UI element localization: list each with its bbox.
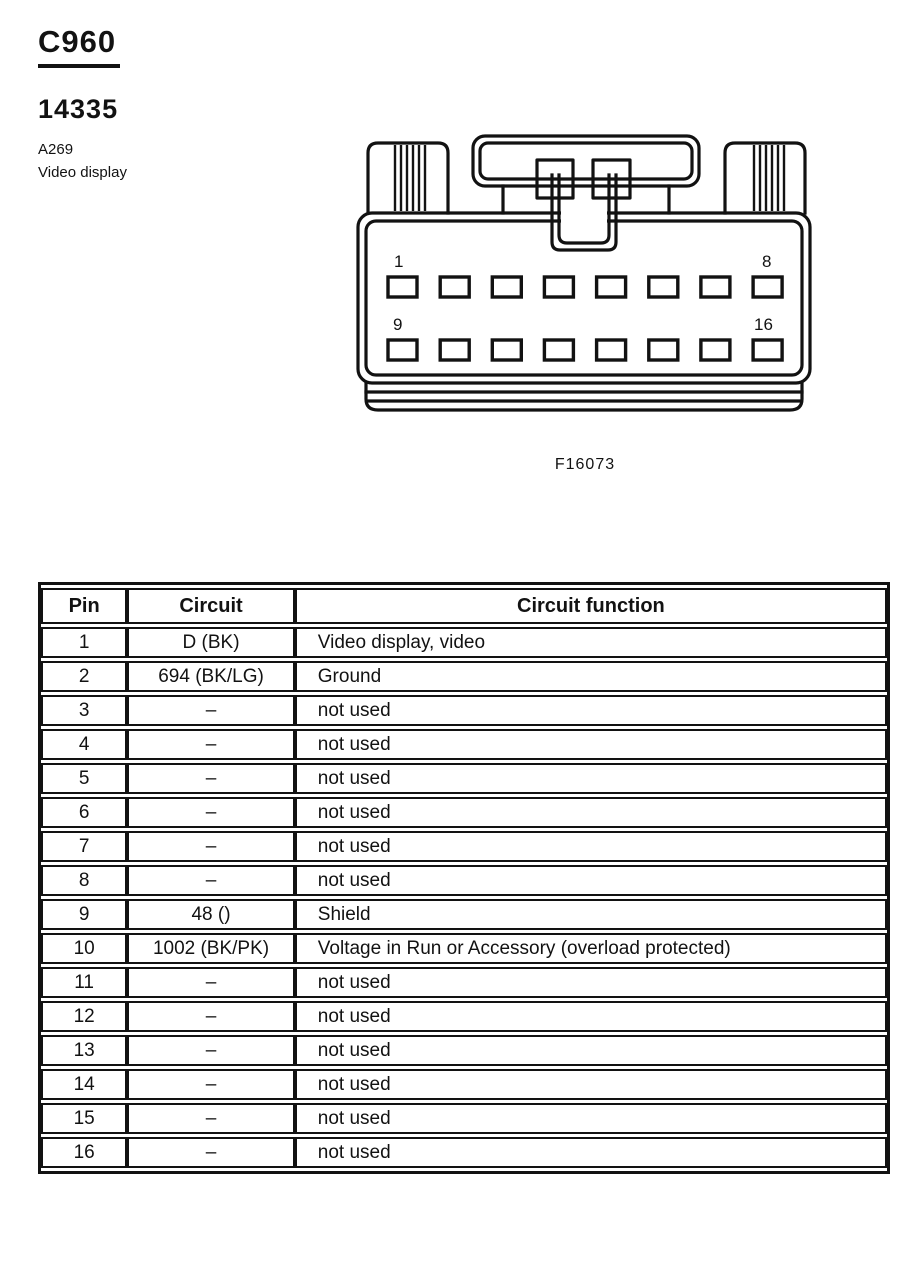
- pinout-table: [41, 585, 887, 1171]
- function-cell: not used: [295, 865, 887, 896]
- function-cell: not used: [295, 729, 887, 760]
- latch-bar-inner: [480, 143, 692, 179]
- table-row: [41, 1069, 887, 1100]
- table-row: [41, 1137, 887, 1168]
- pin-label-8: 8: [762, 252, 772, 271]
- table-row: [41, 763, 887, 794]
- table-row: [41, 831, 887, 862]
- function-cell: not used: [295, 967, 887, 998]
- pin-cell: 14: [41, 1069, 127, 1100]
- pin-cell: 15: [41, 1103, 127, 1134]
- table-row: [41, 933, 887, 964]
- connector-body-outer: [358, 213, 810, 383]
- pin-cavity: [492, 277, 521, 297]
- circuit-cell: –: [127, 967, 295, 998]
- function-cell: Video display, video: [295, 627, 887, 658]
- pin-label-1: 1: [394, 252, 404, 271]
- pin-cell: 9: [41, 899, 127, 930]
- pin-cell: 3: [41, 695, 127, 726]
- function-cell: not used: [295, 797, 887, 828]
- table-row: [41, 967, 887, 998]
- circuit-cell: –: [127, 1069, 295, 1100]
- function-column-header: Circuit function: [295, 588, 887, 624]
- component-block: [38, 138, 127, 184]
- pin-cavity: [492, 340, 521, 360]
- pin-cavity: [753, 340, 782, 360]
- function-cell: Voltage in Run or Accessory (overload protected): [295, 933, 887, 964]
- circuit-cell: 1002 (BK/PK): [127, 933, 295, 964]
- table-row: [41, 1001, 887, 1032]
- component-code: A269: [38, 141, 74, 158]
- connector-diagram: [350, 118, 820, 428]
- pin-cell: 8: [41, 865, 127, 896]
- function-cell: not used: [295, 1001, 887, 1032]
- latch-notch: [561, 208, 607, 224]
- circuit-cell: –: [127, 1035, 295, 1066]
- function-cell: not used: [295, 831, 887, 862]
- pin-cavity: [597, 340, 626, 360]
- pin-cell: 10: [41, 933, 127, 964]
- page-title: C960: [38, 24, 120, 68]
- pin-cavity: [701, 340, 730, 360]
- pin-column-header: Pin: [41, 588, 127, 624]
- circuit-cell: 48 (): [127, 899, 295, 930]
- pin-label-16: 16: [754, 315, 773, 334]
- pin-cell: 4: [41, 729, 127, 760]
- table-header-row: [41, 588, 887, 624]
- pin-cavity: [388, 340, 417, 360]
- pin-cavity: [649, 277, 678, 297]
- pin-cavity: [388, 277, 417, 297]
- circuit-cell: –: [127, 797, 295, 828]
- component-name: Video display: [38, 164, 127, 181]
- circuit-cell: D (BK): [127, 627, 295, 658]
- function-cell: not used: [295, 763, 887, 794]
- pin-cell: 5: [41, 763, 127, 794]
- table-row: [41, 1035, 887, 1066]
- hatch-right: [754, 145, 784, 211]
- pin-cell: 12: [41, 1001, 127, 1032]
- table-row: [41, 627, 887, 658]
- table-row: [41, 661, 887, 692]
- table-row: [41, 695, 887, 726]
- function-cell: not used: [295, 1137, 887, 1168]
- pin-cell: 1: [41, 627, 127, 658]
- function-cell: not used: [295, 1069, 887, 1100]
- pin-cavity: [753, 277, 782, 297]
- pin-cell: 13: [41, 1035, 127, 1066]
- skirt-outline: [366, 383, 802, 410]
- hatch-left: [395, 145, 425, 211]
- circuit-cell: –: [127, 831, 295, 862]
- function-cell: not used: [295, 1103, 887, 1134]
- table-row: [41, 729, 887, 760]
- pin-cavity: [701, 277, 730, 297]
- pin-cavity: [597, 277, 626, 297]
- pin-cell: 16: [41, 1137, 127, 1168]
- pin-cavity: [544, 277, 573, 297]
- circuit-cell: –: [127, 1137, 295, 1168]
- function-cell: not used: [295, 1035, 887, 1066]
- pin-cavity: [649, 340, 678, 360]
- pin-cavity: [440, 340, 469, 360]
- circuit-column-header: Circuit: [127, 588, 295, 624]
- circuit-cell: –: [127, 763, 295, 794]
- circuit-cell: –: [127, 1103, 295, 1134]
- table-row: [41, 865, 887, 896]
- circuit-cell: –: [127, 729, 295, 760]
- pin-cell: 11: [41, 967, 127, 998]
- circuit-cell: 694 (BK/LG): [127, 661, 295, 692]
- pin-label-9: 9: [393, 315, 403, 334]
- table-row: [41, 797, 887, 828]
- table-row: [41, 899, 887, 930]
- function-cell: not used: [295, 695, 887, 726]
- pin-cavities: [388, 277, 782, 360]
- figure-id: F16073: [554, 456, 616, 473]
- pin-cavity: [440, 277, 469, 297]
- pin-cell: 7: [41, 831, 127, 862]
- function-cell: Shield: [295, 899, 887, 930]
- connector-drawing-svg: [350, 118, 820, 428]
- circuit-cell: –: [127, 865, 295, 896]
- part-number: 14335: [38, 94, 119, 124]
- circuit-cell: –: [127, 695, 295, 726]
- pinout-table-container: [38, 582, 890, 1174]
- pin-cell: 2: [41, 661, 127, 692]
- pin-cell: 6: [41, 797, 127, 828]
- pin-cavity: [544, 340, 573, 360]
- circuit-cell: –: [127, 1001, 295, 1032]
- function-cell: Ground: [295, 661, 887, 692]
- table-row: [41, 1103, 887, 1134]
